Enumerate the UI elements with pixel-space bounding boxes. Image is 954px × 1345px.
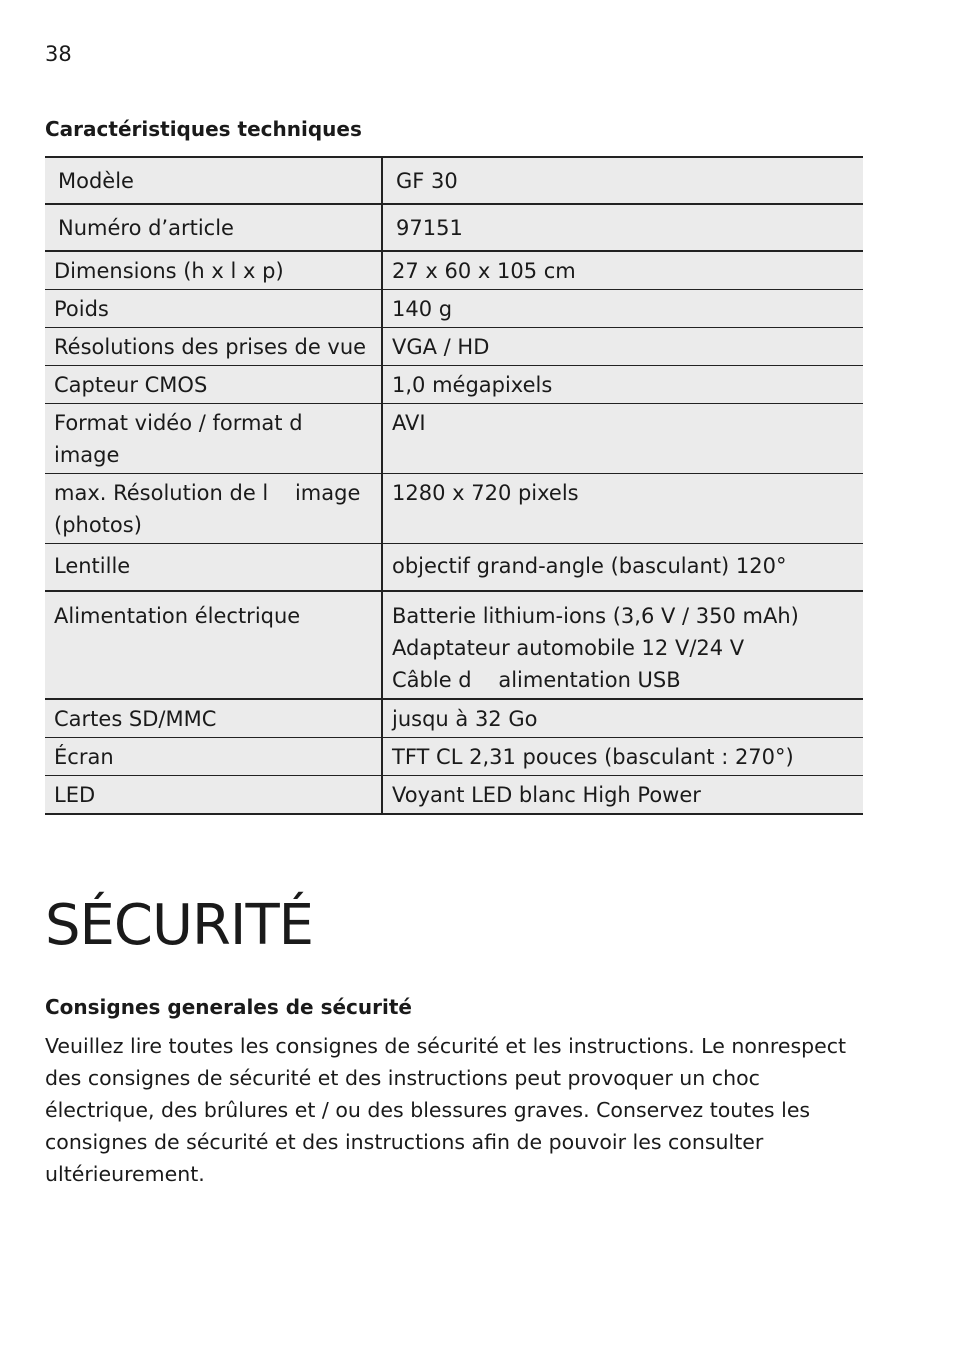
table-row: [45, 290, 863, 328]
spec-value: objectif grand-angle (basculant) 120°: [382, 544, 863, 592]
spec-value: VGA / HD: [382, 328, 863, 366]
spec-label: Capteur CMOS: [45, 366, 382, 404]
spec-label: Résolutions des prises de vue: [45, 328, 382, 366]
page-number: 38: [45, 42, 72, 66]
specs-heading: Caractéristiques techniques: [45, 117, 362, 141]
spec-label: Lentille: [45, 544, 382, 592]
spec-value: 27 x 60 x 105 cm: [382, 251, 863, 290]
spec-value: 140 g: [382, 290, 863, 328]
spec-label: Format vidéo / format d image: [45, 404, 382, 474]
spec-label: Numéro d’article: [45, 204, 382, 251]
spec-value: GF 30: [382, 157, 863, 204]
spec-value: 97151: [382, 204, 863, 251]
table-row: [45, 366, 863, 404]
spec-value: 1,0 mégapixels: [382, 366, 863, 404]
spec-value: 1280 x 720 pixels: [382, 474, 863, 544]
table-row: [45, 404, 863, 474]
spec-label: Modèle: [45, 157, 382, 204]
spec-value-multiline: [382, 591, 863, 699]
spec-label: max. Résolution de l image (photos): [45, 474, 382, 544]
table-row: [45, 204, 863, 251]
specs-table: [45, 156, 863, 815]
table-row: [45, 328, 863, 366]
spec-label: Écran: [45, 738, 382, 776]
spec-value-line: Batterie lithium-ions (3,6 V / 350 mAh): [392, 604, 799, 628]
spec-label: Alimentation électrique: [45, 591, 382, 699]
spec-label: LED: [45, 776, 382, 815]
table-row: [45, 251, 863, 290]
spec-label: Cartes SD/MMC: [45, 699, 382, 738]
spec-value: TFT CL 2,31 pouces (basculant : 270°): [382, 738, 863, 776]
table-row: [45, 544, 863, 592]
table-row: [45, 474, 863, 544]
table-row: [45, 699, 863, 738]
table-row: [45, 738, 863, 776]
safety-paragraph: Veuillez lire toutes les consignes de sécurité et les instructions. Le nonrespect des consignes de sécurité et des instructions peut provoquer un choc électrique, des brûlures et / ou des blessures graves. Conservez toutes les consignes de sécurité et des instructions afin de pouvoir les consulter ultérieurement.: [45, 1034, 847, 1186]
table-row: [45, 157, 863, 204]
spec-value: AVI: [382, 404, 863, 474]
spec-value: jusqu à 32 Go: [382, 699, 863, 738]
spec-value: Voyant LED blanc High Power: [382, 776, 863, 815]
safety-heading: Consignes generales de sécurité: [45, 995, 412, 1019]
spec-value-line: Adaptateur automobile 12 V/24 V: [392, 636, 745, 660]
table-row: [45, 776, 863, 815]
spec-label: Dimensions (h x l x p): [45, 251, 382, 290]
spec-label: Poids: [45, 290, 382, 328]
section-title: SÉCURITÉ: [45, 893, 314, 958]
table-row: [45, 591, 863, 699]
spec-value-line: Câble d alimentation USB: [392, 668, 681, 692]
